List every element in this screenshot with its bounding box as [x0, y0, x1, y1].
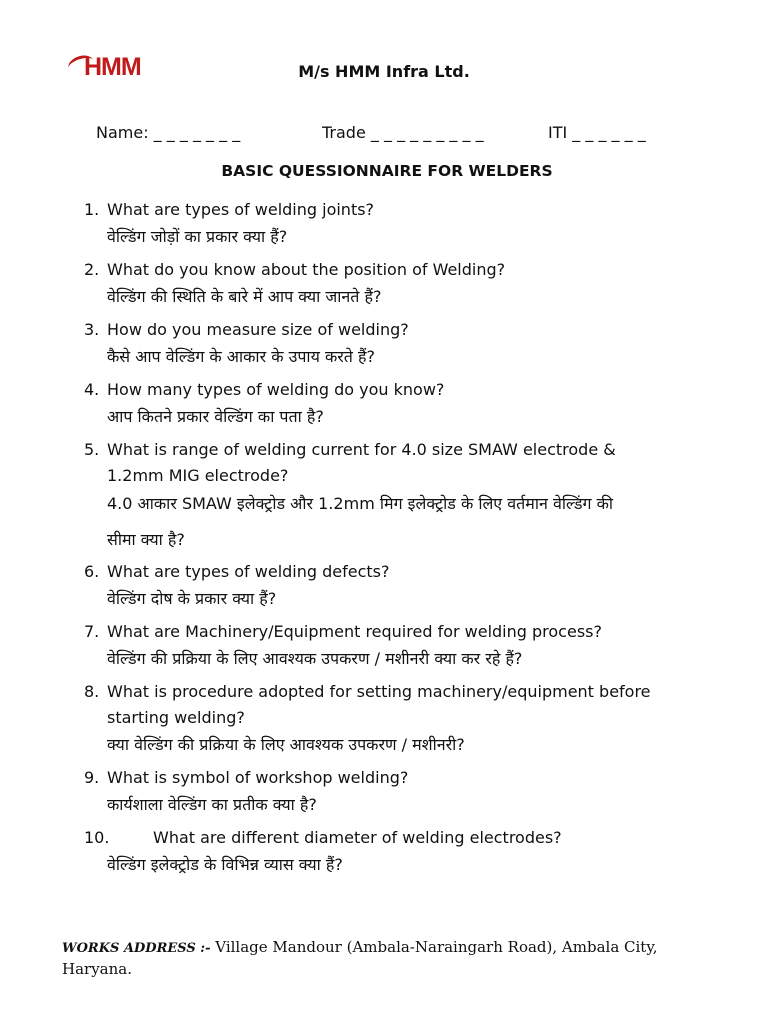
name-field: Name: _ _ _ _ _ _ _ [96, 123, 241, 142]
question-number: 1. [84, 200, 100, 219]
question-text-hi: कार्यशाला वेल्डिंग का प्रतीक क्या है? [107, 795, 317, 814]
question-text-en: What is range of welding current for 4.0 size SMAW electrode & [107, 440, 616, 459]
company-name: M/s HMM Infra Ltd. [298, 62, 470, 81]
logo-text: HMM [84, 53, 141, 81]
question-text-en: 1.2mm MIG electrode? [107, 466, 289, 485]
question-text-hi: वेल्डिंग की स्थिति के बारे में आप क्या जानते हैं? [107, 287, 382, 306]
question-text-en: How many types of welding do you know? [107, 380, 445, 399]
question-number: 7. [84, 622, 100, 641]
question-text-hi: वेल्डिंग की प्रक्रिया के लिए आवश्यक उपकरण / मशीनरी क्या कर रहे हैं? [107, 649, 523, 668]
question-text-en: What is procedure adopted for setting machinery/equipment before [107, 682, 651, 701]
trade-field: Trade _ _ _ _ _ _ _ _ _ [322, 123, 484, 142]
question-text-hi: 4.0 आकार SMAW इलेक्ट्रोड और 1.2mm मिग इलेक्ट्रोड के लिए वर्तमान वेल्डिंग की [107, 494, 614, 513]
question-number: 8. [84, 682, 100, 701]
document-title: BASIC QUESSIONNAIRE FOR WELDERS [221, 162, 553, 180]
question-text-en: What are different diameter of welding electrodes? [153, 828, 562, 847]
question-number: 3. [84, 320, 100, 339]
question-text-hi: आप कितने प्रकार वेल्डिंग का पता है? [107, 407, 324, 426]
question-text-en: How do you measure size of welding? [107, 320, 409, 339]
question-text-hi: वेल्डिंग जोड़ों का प्रकार क्या हैं? [107, 227, 288, 246]
question-text-hi: क्या वेल्डिंग की प्रक्रिया के लिए आवश्यक उपकरण / मशीनरी? [107, 735, 465, 754]
question-text-hi: कैसे आप वेल्डिंग के आकार के उपाय करते हैं? [107, 347, 375, 366]
iti-field: ITI _ _ _ _ _ _ [548, 123, 646, 142]
question-text-en: What are types of welding joints? [107, 200, 375, 219]
question-text-en: starting welding? [107, 708, 245, 727]
works-address [62, 937, 722, 980]
works-address-label: WORKS ADDRESS :- [62, 941, 211, 956]
question-text-hi: सीमा क्या है? [107, 530, 185, 549]
question-text-en: What do you know about the position of Welding? [107, 260, 506, 279]
question-text-hi: वेल्डिंग दोष के प्रकार क्या हैं? [107, 589, 277, 608]
question-number: 5. [84, 440, 100, 459]
question-text-hi: वेल्डिंग इलेक्ट्रोड के विभिन्न व्यास क्या हैं? [107, 855, 343, 874]
question-number: 6. [84, 562, 100, 581]
question-number: 9. [84, 768, 100, 787]
question-text-en: What are Machinery/Equipment required for welding process? [107, 622, 602, 641]
question-number: 4. [84, 380, 100, 399]
question-number: 10. [84, 828, 110, 847]
question-text-en: What is symbol of workshop welding? [107, 768, 409, 787]
works-address-text: Village Mandour (Ambala-Naraingarh Road), Ambala City, Haryana. [62, 938, 658, 978]
question-text-en: What are types of welding defects? [107, 562, 390, 581]
question-number: 2. [84, 260, 100, 279]
